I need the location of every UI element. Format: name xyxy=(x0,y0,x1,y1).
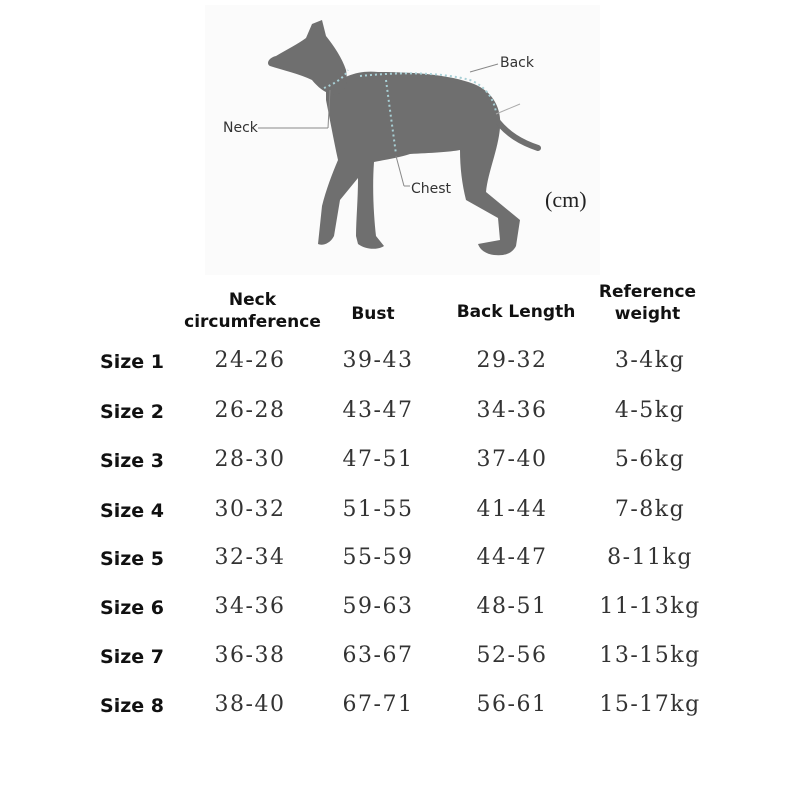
back-length-cell: 29-32 xyxy=(476,348,548,373)
back-length-cell: 56-61 xyxy=(476,692,548,717)
back-length-cell: 44-47 xyxy=(476,545,548,570)
bust-cell: 47-51 xyxy=(342,447,414,472)
size-label: Size 7 xyxy=(100,646,164,668)
bust-cell: 55-59 xyxy=(342,545,414,570)
back-length-cell: 48-51 xyxy=(476,594,548,619)
weight-cell: 11-13kg xyxy=(599,594,701,619)
weight-cell: 4-5kg xyxy=(614,398,686,423)
bust-cell: 59-63 xyxy=(342,594,414,619)
bust-cell: 63-67 xyxy=(342,643,414,668)
neck-label: Neck xyxy=(223,120,258,136)
header-back-length: Back Length xyxy=(456,302,576,322)
size-label: Size 1 xyxy=(100,351,164,373)
weight-cell: 8-11kg xyxy=(607,545,693,570)
back-length-cell: 52-56 xyxy=(476,643,548,668)
unit-label: (cm) xyxy=(545,187,587,212)
dog-measurement-diagram xyxy=(0,0,800,280)
neck-cell: 24-26 xyxy=(214,348,286,373)
neck-cell: 36-38 xyxy=(214,643,286,668)
header-neck-circumference: Neck circumference xyxy=(184,290,321,332)
back-length-cell: 41-44 xyxy=(476,497,548,522)
header-reference-weight: Reference weight xyxy=(598,282,697,324)
neck-cell: 32-34 xyxy=(214,545,286,570)
size-label: Size 3 xyxy=(100,450,164,472)
size-label: Size 4 xyxy=(100,500,164,522)
neck-cell: 26-28 xyxy=(214,398,286,423)
neck-cell: 34-36 xyxy=(214,594,286,619)
neck-cell: 38-40 xyxy=(214,692,286,717)
bust-cell: 43-47 xyxy=(342,398,414,423)
bust-cell: 39-43 xyxy=(342,348,414,373)
size-label: Size 2 xyxy=(100,401,164,423)
size-label: Size 8 xyxy=(100,695,164,717)
back-length-cell: 34-36 xyxy=(476,398,548,423)
neck-cell: 30-32 xyxy=(214,497,286,522)
weight-cell: 13-15kg xyxy=(599,643,701,668)
bust-cell: 51-55 xyxy=(342,497,414,522)
weight-cell: 15-17kg xyxy=(599,692,701,717)
greyhound-dog-silhouette-icon xyxy=(0,0,800,280)
chest-label: Chest xyxy=(411,181,452,197)
weight-cell: 3-4kg xyxy=(614,348,686,373)
weight-cell: 7-8kg xyxy=(614,497,686,522)
size-label: Size 5 xyxy=(100,548,164,570)
weight-cell: 5-6kg xyxy=(614,447,686,472)
back-label: Back xyxy=(500,55,534,71)
back-length-cell: 37-40 xyxy=(476,447,548,472)
size-label: Size 6 xyxy=(100,597,164,619)
bust-cell: 67-71 xyxy=(342,692,414,717)
header-bust: Bust xyxy=(351,304,395,324)
neck-cell: 28-30 xyxy=(214,447,286,472)
